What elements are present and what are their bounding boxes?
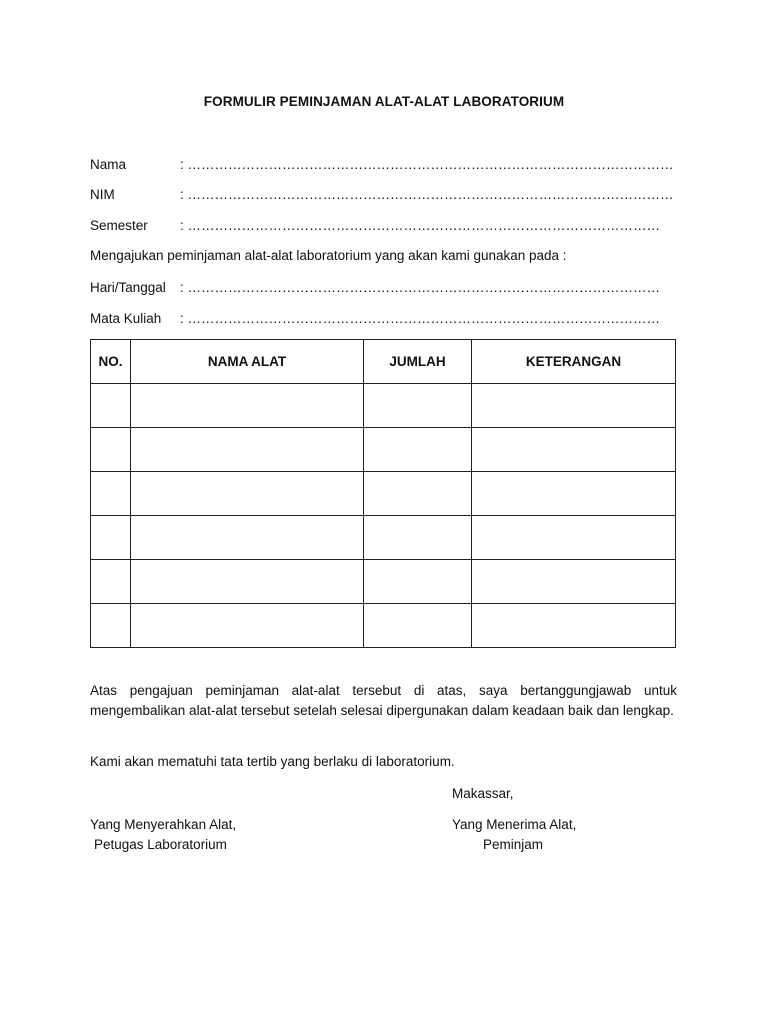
table-header-row xyxy=(91,340,676,384)
cell-nama-alat[interactable] xyxy=(131,472,364,516)
cell-keterangan[interactable] xyxy=(472,604,676,648)
field-blank[interactable]: : …………………………………………………………………………………………… xyxy=(180,280,661,295)
cell-jumlah[interactable] xyxy=(364,384,472,428)
table-row xyxy=(91,384,676,428)
cell-jumlah[interactable] xyxy=(364,472,472,516)
cell-keterangan[interactable] xyxy=(472,560,676,604)
cell-jumlah[interactable] xyxy=(364,428,472,472)
left-signature-title: Yang Menyerahkan Alat, xyxy=(90,817,237,832)
left-signature-role: Petugas Laboratorium xyxy=(94,837,227,852)
field-label: Nama xyxy=(90,157,127,172)
cell-keterangan[interactable] xyxy=(472,384,676,428)
cell-nama-alat[interactable] xyxy=(131,428,364,472)
cell-no[interactable] xyxy=(91,560,131,604)
field-label: Semester xyxy=(90,218,148,233)
table-row xyxy=(91,472,676,516)
cell-jumlah[interactable] xyxy=(364,516,472,560)
cell-no[interactable] xyxy=(91,516,131,560)
field-blank[interactable]: : ……………………………………………………………………………………………… xyxy=(180,157,674,172)
table-row xyxy=(91,560,676,604)
field-label: NIM xyxy=(90,187,115,202)
right-signature-title: Yang Menerima Alat, xyxy=(452,817,577,832)
cell-jumlah[interactable] xyxy=(364,560,472,604)
cell-keterangan[interactable] xyxy=(472,472,676,516)
cell-nama-alat[interactable] xyxy=(131,516,364,560)
cell-keterangan[interactable] xyxy=(472,428,676,472)
table-row xyxy=(91,428,676,472)
right-signature-role: Peminjam xyxy=(483,837,544,852)
responsibility-paragraph: Atas pengajuan peminjaman alat-alat tersebut di atas, saya bertanggungjawab untuk mengembalikan alat-alat tersebut setelah selesai dipergunakan dalam keadaan baik dan lengkap. xyxy=(90,683,677,718)
items-table xyxy=(90,339,676,648)
cell-jumlah[interactable] xyxy=(364,604,472,648)
cell-no[interactable] xyxy=(91,428,131,472)
cell-nama-alat[interactable] xyxy=(131,384,364,428)
field-blank[interactable]: : ……………………………………………………………………………………………… xyxy=(180,187,674,202)
table-row xyxy=(91,604,676,648)
form-title: FORMULIR PEMINJAMAN ALAT-ALAT LABORATORIUM xyxy=(203,94,565,109)
cell-keterangan[interactable] xyxy=(472,516,676,560)
header-nama-alat: NAMA ALAT xyxy=(131,340,364,384)
signature-place: Makassar, xyxy=(452,786,514,801)
cell-no[interactable] xyxy=(91,384,131,428)
table-row xyxy=(91,516,676,560)
field-label: Mata Kuliah xyxy=(90,311,162,326)
cell-nama-alat[interactable] xyxy=(131,604,364,648)
field-label: Hari/Tanggal xyxy=(90,280,166,295)
header-no: NO. xyxy=(91,340,131,384)
cell-no[interactable] xyxy=(91,604,131,648)
field-blank[interactable]: : …………………………………………………………………………………………… xyxy=(180,311,661,326)
intro-text: Mengajukan peminjaman alat-alat laboratorium yang akan kami gunakan pada : xyxy=(90,248,567,263)
rules-paragraph: Kami akan mematuhi tata tertib yang berlaku di laboratorium. xyxy=(90,754,455,769)
header-keterangan: KETERANGAN xyxy=(472,340,676,384)
cell-no[interactable] xyxy=(91,472,131,516)
header-jumlah: JUMLAH xyxy=(364,340,472,384)
field-blank[interactable]: : …………………………………………………………………………………………… xyxy=(180,218,661,233)
cell-nama-alat[interactable] xyxy=(131,560,364,604)
